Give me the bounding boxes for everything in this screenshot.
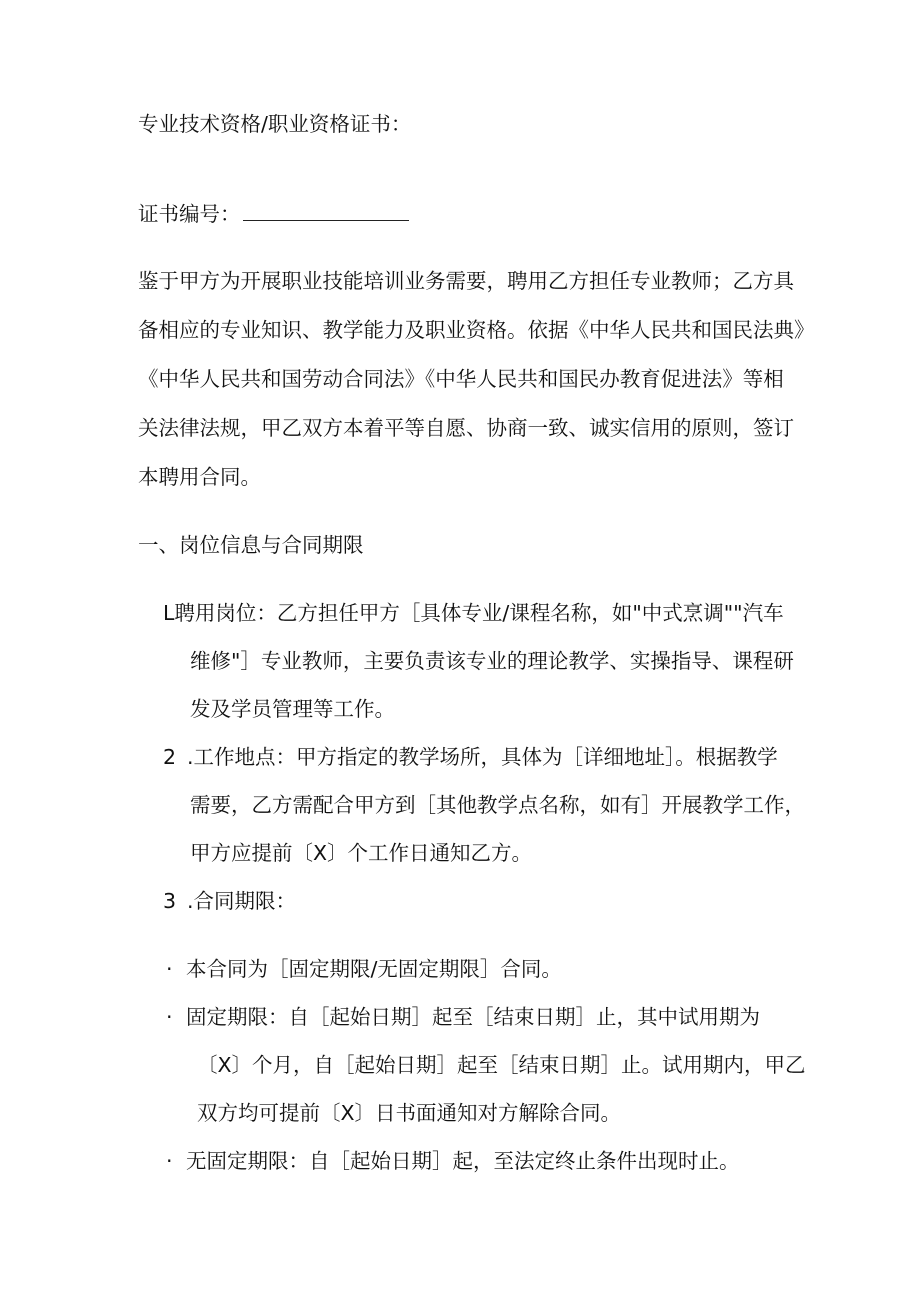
- item-1-line: 发及学员管理等工作。: [190, 697, 395, 721]
- preamble-line: 备相应的专业知识、教学能力及职业资格。依据《中华人民共和国民法典》: [138, 318, 815, 342]
- item-1-line: 维修"］专业教师，主要负责该专业的理论教学、实操指导、课程研: [190, 649, 794, 673]
- bullet-dot: ·: [166, 1005, 173, 1029]
- preamble-line: 本聘用合同。: [138, 465, 261, 489]
- item-2-line: .工作地点：甲方指定的教学场所，具体为［详细地址］。根据教学: [187, 745, 778, 769]
- item-2-line: 需要，乙方需配合甲方到［其他教学点名称，如有］开展教学工作，: [190, 793, 805, 817]
- bullet-line: 本合同为［固定期限/无固定期限］合同。: [186, 957, 562, 981]
- certificate-number-blank[interactable]: [243, 200, 409, 221]
- preamble-line: 关法律法规，甲乙双方本着平等自愿、协商一致、诚实信用的原则，签订: [138, 416, 794, 440]
- bullet-line: 双方均可提前〔X〕日书面通知对方解除合同。: [197, 1101, 622, 1125]
- section-heading: 一、岗位信息与合同期限: [138, 533, 364, 557]
- item-3-number: 3: [163, 889, 177, 913]
- bullet-line: 无固定期限：自［起始日期］起，至法定终止条件出现时止。: [186, 1149, 740, 1173]
- item-1-line: L聘用岗位：乙方担任甲方［具体专业/课程名称，如"中式烹调""汽车: [163, 601, 784, 625]
- bullet-line: 〔X〕个月，自［起始日期］起至［结束日期］止。试用期内，甲乙: [197, 1053, 806, 1077]
- preamble-line: 《中华人民共和国劳动合同法》《中华人民共和国民办教育促进法》等相: [138, 367, 784, 391]
- bullet-line: 固定期限：自［起始日期］起至［结束日期］止，其中试用期为: [186, 1005, 760, 1029]
- item-2-number: 2: [163, 745, 177, 769]
- certificate-number-line: [138, 200, 409, 228]
- item-2-line: 甲方应提前〔X〕个工作日通知乙方。: [190, 841, 533, 865]
- bullet-dot: ·: [166, 957, 173, 981]
- certificate-number-label: 证书编号：: [138, 202, 241, 226]
- preamble-line: 鉴于甲方为开展职业技能培训业务需要，聘用乙方担任专业教师；乙方具: [138, 269, 794, 293]
- bullet-dot: ·: [166, 1149, 173, 1173]
- qualification-certificate-label: 专业技术资格/职业资格证书：: [138, 112, 412, 136]
- item-3-label: .合同期限：: [187, 889, 297, 913]
